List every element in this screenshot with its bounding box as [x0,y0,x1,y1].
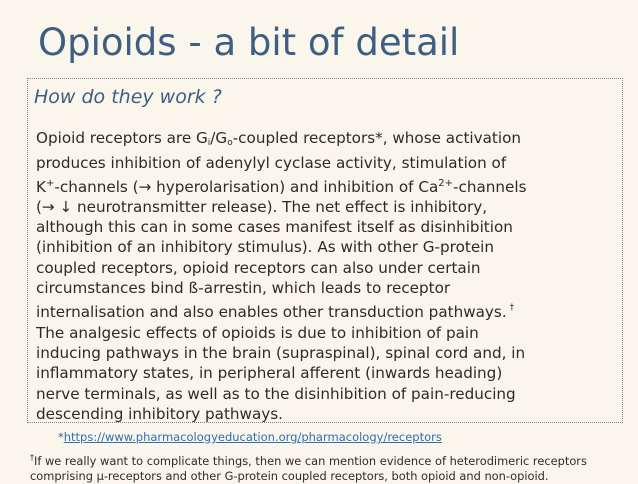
body-line: inducing pathways in the brain (supraspinal), spinal cord and, in [36,343,526,362]
body-line: produces inhibition of adenylyl cyclase activity, stimulation of [36,154,507,173]
body-line: circumstances bind ß-arrestin, which leads to receptor [36,279,451,298]
subscript-o: o [227,138,233,148]
slide-subtitle: How do they work ? [34,86,222,108]
reference-link[interactable]: https://www.pharmacologyeducation.org/pharmacology/receptors [63,430,442,444]
reference-asterisk: * [58,430,64,444]
subscript-i: i [207,138,211,148]
body-line: although this can in some cases manifest itself as disinhibition [36,218,513,237]
dagger-footnote-mark: † [509,303,515,314]
body-paragraph [36,128,622,424]
body-line: (→ ↓ neurotransmitter release). The net effect is inhibitory, [36,197,488,216]
footnote-line: †If we really want to complicate things, then we can mention evidence of heterodimeric receptors [30,453,587,468]
footnote-dagger: † [30,453,34,462]
body-line: K+-channels (→ hyperolarisation) and inhibition of $Ca^{2+}$-channels [36,177,527,196]
body-line: The analgesic effects of opioids is due to inhibition of pain [36,323,479,342]
footnote-line: comprising μ-receptors and other G-protein coupled receptors, both opioid and non-opioid. [30,469,549,483]
body-line: inflammatory states, in peripheral afferent (inwards heading) [36,364,503,383]
body-line: (inhibition of an inhibitory stimulus). As with other G-protein [36,238,495,257]
body-line: internalisation and also enables other transduction pathways. † [36,303,515,322]
body-line: nerve terminals, as well as to the disinhibition of pain-reducing [36,384,516,403]
body-line: coupled receptors, opioid receptors can also under certain [36,258,481,277]
reference-line [58,430,442,444]
slide-title: Opioids - a bit of detail [38,21,460,64]
superscript-plus: + [45,177,55,189]
body-line: Opioid receptors are $G_i/G_o$-coupled receptors*, whose activation [36,129,522,148]
superscript-2plus: 2+ [438,177,454,189]
body-line: descending inhibitory pathways. [36,404,284,423]
